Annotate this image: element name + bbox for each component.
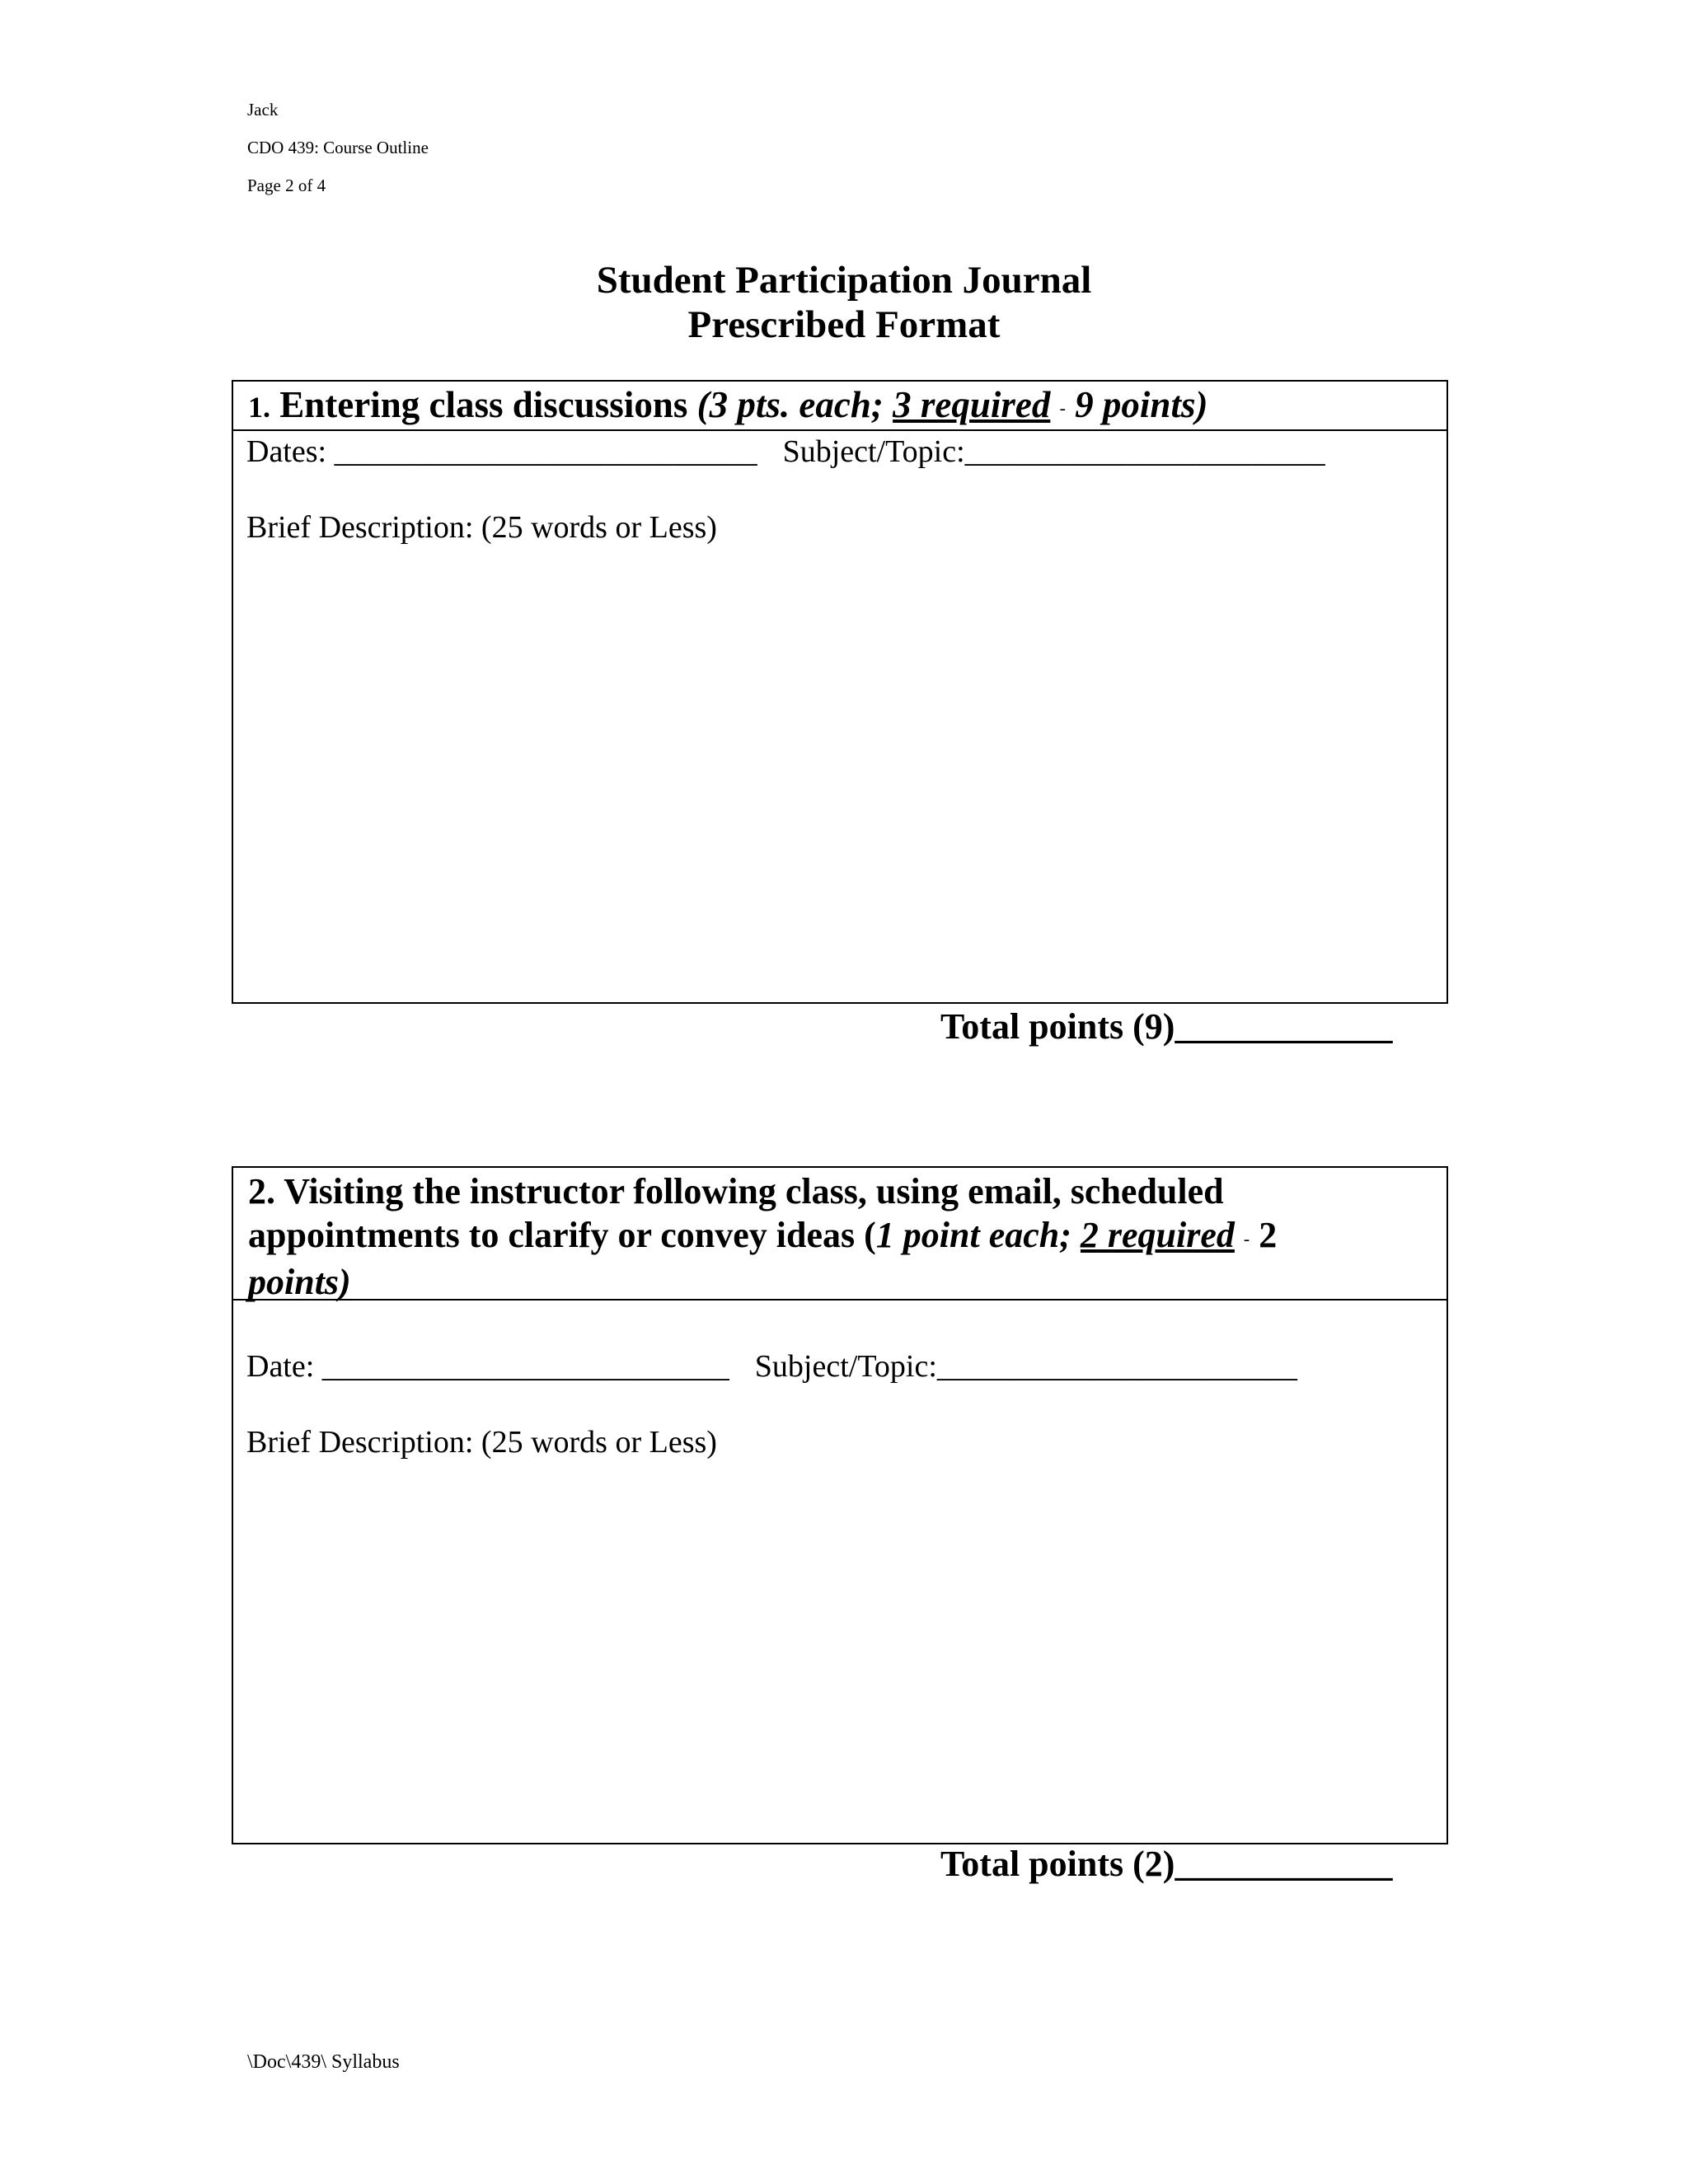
section-2-description-label: Brief Description: (25 words or Less) xyxy=(246,1425,717,1460)
section-2-required: 2 required xyxy=(1080,1215,1235,1255)
footer-path: \Doc\439\ Syllabus xyxy=(247,2051,400,2073)
section-2-total-field[interactable]: ____________ xyxy=(1175,1844,1393,1884)
page-subtitle: Prescribed Format xyxy=(687,303,1001,346)
section-2-dash: - xyxy=(1243,1228,1250,1249)
section-1-dates-field[interactable]: ___________________________ xyxy=(334,434,757,469)
section-1-total xyxy=(940,1006,1392,1047)
section-2-box xyxy=(232,1166,1448,1844)
section-1-total-label: Total points (9) xyxy=(940,1006,1175,1047)
section-2-date-label: Date: xyxy=(246,1349,315,1384)
section-1-detail-open: (3 pts. each; xyxy=(696,384,884,425)
section-2-date-field[interactable]: __________________________ xyxy=(321,1349,729,1384)
section-2-subject-field[interactable]: _______________________ xyxy=(936,1349,1297,1384)
section-1-required: 3 required xyxy=(893,384,1051,425)
section-1-box xyxy=(232,380,1448,1004)
section-2-total xyxy=(940,1844,1392,1885)
section-2-subject-label: Subject/Topic: xyxy=(754,1349,937,1384)
section-2-points-value: 2 xyxy=(1259,1215,1278,1255)
header-course: CDO 439: Course Outline xyxy=(247,138,429,157)
section-1-subject-field[interactable]: _______________________ xyxy=(964,434,1325,469)
section-1-heading xyxy=(233,382,1447,431)
section-1-number: 1. xyxy=(248,391,270,424)
section-1-detail-close: 9 points) xyxy=(1075,384,1208,425)
page-title: Student Participation Journal xyxy=(596,259,1092,302)
section-2-heading-line-2 xyxy=(248,1213,1447,1260)
section-2-detail: 1 point each; xyxy=(875,1215,1071,1255)
section-2-heading xyxy=(233,1168,1447,1301)
section-1-description-label: Brief Description: (25 words or Less) xyxy=(246,510,717,545)
section-1-dates-label: Dates: xyxy=(246,434,327,469)
section-1-dates-row xyxy=(246,434,1325,470)
section-1-heading-text: Entering class discussions xyxy=(279,384,688,425)
section-1-total-field[interactable]: ____________ xyxy=(1175,1006,1393,1047)
header-page-number: Page 2 of 4 xyxy=(247,176,326,195)
section-1-dash: - xyxy=(1059,397,1066,419)
header-name: Jack xyxy=(247,100,279,120)
section-2-heading-line-1: 2. Visiting the instructor following class, using email, scheduled xyxy=(248,1171,1224,1212)
section-2-date-row xyxy=(246,1348,1297,1385)
section-1-subject-label: Subject/Topic: xyxy=(782,434,965,469)
section-2-heading-line-3 xyxy=(248,1260,1447,1304)
section-2-points-label: points) xyxy=(248,1262,351,1303)
section-2-heading-line-2-start: appointments to clarify or convey ideas ( xyxy=(248,1215,876,1255)
section-2-total-label: Total points (2) xyxy=(940,1844,1175,1884)
